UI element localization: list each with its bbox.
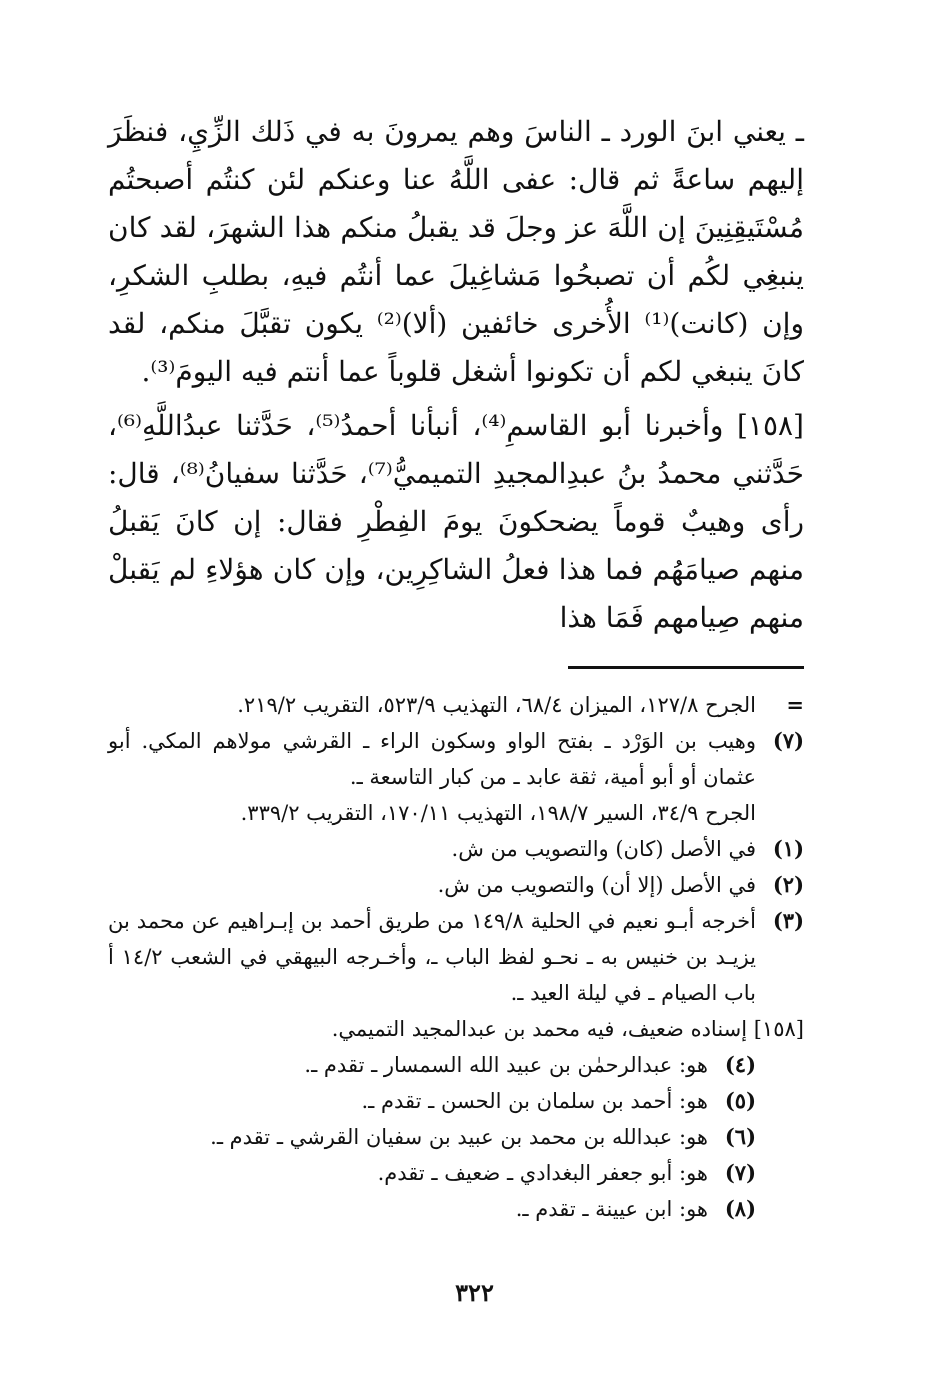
footnote-3 <box>108 903 804 1011</box>
page-number: ٣٢٢ <box>455 1278 494 1307</box>
footnote-7-refs: الجرح ٣٤/٩، السير ١٩٨/٧، التهذيب ١٧٠/١١، التقريب ٣٣٩/٢. <box>240 801 756 825</box>
main-text <box>108 108 804 642</box>
footnote-text: الجرح ١٢٧/٨، الميزان ٦٨/٤، التهذيب ٥٢٣/٩، التقريب ٢١٩/٢. <box>237 693 756 717</box>
footnote-text: هو: أبو جعفر البغدادي ـ ضعيف ـ تقدم. <box>377 1161 708 1185</box>
footnote-text: هو: ابن عيينة ـ تقدم ـ. <box>515 1197 708 1221</box>
footnotes <box>108 687 804 1227</box>
footnote-4 <box>108 1047 804 1083</box>
footnote-number: (٢) <box>772 872 804 897</box>
footnote-158: [١٥٨] إسناده ضعيف، فيه محمد بن عبدالمجيد التميمي. <box>331 1017 804 1041</box>
footnote-text: وهيب بن الوَرْد ـ بفتح الواو وسكون الراء ـ القرشي مولاهم المكي. أبو عثمان أو أبو أمية، ثقة عابد ـ من كبار التاسعة ـ. <box>108 729 756 789</box>
book-page <box>108 108 804 1227</box>
footnote-text: هو: أحمد بن سلمان بن الحسن ـ تقدم ـ. <box>361 1089 708 1113</box>
footnote-7 <box>108 1155 804 1191</box>
footnote-text: في الأصل (إلا أن) والتصويب من ش. <box>437 873 756 897</box>
footnote-7-prev <box>108 723 804 795</box>
footnote-number: (١) <box>772 836 804 861</box>
footnote-continuation <box>108 687 804 723</box>
footnote-number: (٧) <box>772 728 804 753</box>
footnote-text: هو: عبدالله بن محمد بن عبيد بن سفيان القرشي ـ تقدم ـ. <box>210 1125 708 1149</box>
footnote-5 <box>108 1083 804 1119</box>
footnote-number: (٦) <box>724 1124 756 1149</box>
footnote-number: (٥) <box>724 1088 756 1113</box>
footnote-number: (٨) <box>724 1196 756 1221</box>
footnote-text: هو: عبدالرحمٰن بن عبيد الله السمسار ـ تقدم ـ. <box>304 1053 708 1077</box>
footnote-separator <box>568 666 804 669</box>
footnote-text: أخرجه أبـو نعيم في الحلية ١٤٩/٨ من طريق أحمد بن إبـراهيم عن محمد بن يزيـد بن خنيس به ـ نحـو لفظ الباب ـ، وأخـرجه البيهقي في الشعب ١٤/٢ أ باب الصيام ـ في ليلة العيد ـ. <box>108 909 756 1005</box>
footnote-8 <box>108 1191 804 1227</box>
paragraph-1: ـ يعني ابنَ الورد ـ الناسَ وهم يمرونَ به في ذَلك الزِّيِ، فنظَرَ إليهم ساعةً ثم قال: عفى اللَّهُ عنا وعنكم لئن كنتُم أصبحتُم مُسْتَيقِنِينَ إن اللَّهَ عز وجلَ قد يقبلُ منكم هذا الشهرَ، لقد كان ينبغِي لكُم أن تصبحُوا مَشاغِيلَ عما أنتُم فيهِ، بطلبِ الشكرِ، وإن (كانت)⁽¹⁾ الأُخرى خائفين (ألا)⁽²⁾ يكون تقبَّلَ منكم، لقد كانَ ينبغي لكم أن تكونوا أشغل قلوباً عما أنتم فيه اليومَ⁽³⁾. <box>108 115 804 388</box>
continuation-marker: = <box>786 692 804 717</box>
footnote-1 <box>108 831 804 867</box>
footnote-text: في الأصل (كان) والتصويب من ش. <box>451 837 756 861</box>
paragraph-2: [١٥٨] وأخبرنا أبو القاسمِ⁽⁴⁾، أنبأنا أحمدُ⁽⁵⁾، حَدَّثنا عبدُاللَّهِ⁽⁶⁾، حَدَّثني محمدُ بنُ عبدِالمجيدِ التميميُّ⁽⁷⁾، حَدَّثنا سفيانُ⁽⁸⁾، قال: رأى وهيبٌ قوماً يضحكونَ يومَ الفِطْرِ فقال: إن كانَ يَقبلُ منهم صيامَهُم فما هذا فعلُ الشاكِرِين، وإن كان هؤلاءِ لم يَقبلْ منهم صِيامهم فَمَا هذا <box>108 409 804 634</box>
footnote-number: (٧) <box>724 1160 756 1185</box>
footnote-2 <box>108 867 804 903</box>
footnote-6 <box>108 1119 804 1155</box>
footnote-number: (٤) <box>724 1052 756 1077</box>
footnote-number: (٣) <box>772 908 804 933</box>
